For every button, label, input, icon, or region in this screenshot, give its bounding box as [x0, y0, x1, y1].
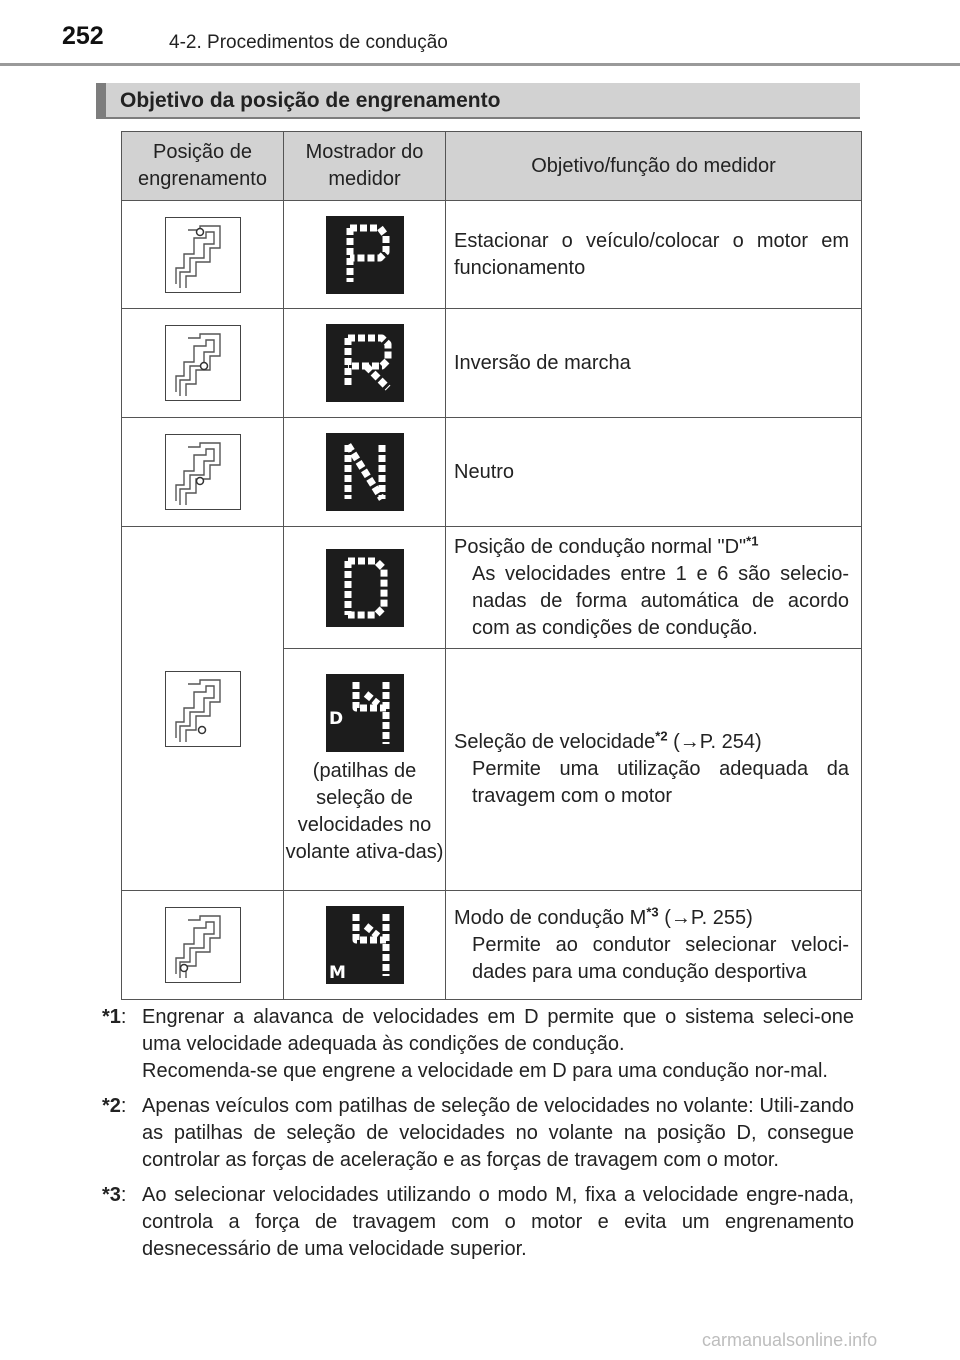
- header-function: Objetivo/função do medidor: [446, 132, 862, 201]
- display-cell: [284, 527, 446, 649]
- gear-cell: [122, 201, 284, 309]
- function-subtext: Permite ao condutor selecionar veloci-dades para uma condução desportiva: [472, 933, 849, 983]
- function-text: Posição de condução normal "D": [454, 535, 747, 558]
- header-display: Mostrador do medidor: [284, 132, 446, 201]
- table-header-row: [122, 132, 862, 201]
- shift-gate-icon-d: [165, 671, 241, 747]
- gear-cell: [122, 527, 284, 891]
- shift-gate-icon-p: [165, 217, 241, 293]
- svg-text:D: D: [328, 708, 343, 729]
- svg-text:M: M: [328, 963, 346, 983]
- function-text: Modo de condução M: [454, 906, 647, 929]
- table-row: [122, 418, 862, 527]
- footnotes: [102, 1004, 854, 1271]
- function-text: Neutro: [454, 460, 515, 483]
- footnote-ref: *1: [746, 532, 759, 548]
- meter-display-d-icon: [326, 549, 404, 627]
- gear-table: [121, 131, 862, 1000]
- page-reference: (→P. 254): [673, 731, 762, 753]
- section-title: 4-2. Procedimentos de condução: [169, 32, 448, 53]
- shift-gate-icon-r: [165, 325, 241, 401]
- function-subtext: As velocidades entre 1 e 6 são selecio-nadas de forma automática de acordo com as condições de condução.: [472, 562, 849, 639]
- display-caption: (patilhas de seleção de velocidades no volante ativa-das): [285, 759, 444, 863]
- page-reference: (→P. 255): [664, 906, 753, 929]
- table-row: [122, 527, 862, 649]
- footnote-ref: *3: [646, 903, 659, 919]
- display-cell: [284, 309, 446, 418]
- footnote-mark: *1: [102, 1006, 121, 1028]
- footnote-text: Engrenar a alavanca de velocidades em D permite que o sistema seleci-one uma velocidade adequada às condições de condução.: [142, 1006, 854, 1055]
- display-cell: [284, 891, 446, 1000]
- table-row: [122, 891, 862, 1000]
- meter-display-d4-icon: [326, 674, 404, 752]
- function-cell: [446, 891, 862, 1000]
- footnote-mark: *3: [102, 1184, 121, 1206]
- function-cell: [446, 309, 862, 418]
- footnote-1: *1: Engrenar a alavanca de velocidades em D permite que o sistema seleci-one uma velocidade adequada às condições de condução. Recomenda-se que engrene a velocidade em D para uma condução nor-mal.: [102, 1004, 854, 1085]
- meter-display-n-icon: [326, 433, 404, 511]
- function-cell: [446, 201, 862, 309]
- function-cell: [446, 649, 862, 891]
- function-cell: [446, 527, 862, 649]
- function-text: Estacionar o veículo/colocar o motor em funcionamento: [454, 229, 849, 279]
- function-text: Inversão de marcha: [454, 351, 631, 374]
- footnote-ref: *2: [655, 728, 668, 744]
- shift-gate-icon-n: [165, 434, 241, 510]
- function-text: Seleção de velocidade: [454, 731, 656, 753]
- display-cell: [284, 418, 446, 527]
- table-row: [122, 201, 862, 309]
- shift-gate-icon-m: [165, 907, 241, 983]
- meter-display-p-icon: [326, 216, 404, 294]
- function-cell: [446, 418, 862, 527]
- watermark: carmanualsonline.info: [702, 1330, 878, 1350]
- page-title: Objetivo da posição de engrenamento: [120, 89, 501, 112]
- gear-cell: [122, 418, 284, 527]
- meter-display-m4-icon: [326, 906, 404, 984]
- page-number: 252: [62, 22, 104, 50]
- footnote-text: Apenas veículos com patilhas de seleção de velocidades no volante: Utili-zando as patilhas de seleção de velocidades no volante na posição D, consegue controlar as forças de aceleração e as forças de travagem com o motor.: [142, 1095, 854, 1171]
- display-cell: [284, 649, 446, 891]
- function-subtext: Permite uma utilização adequada da travagem com o motor: [472, 758, 849, 807]
- display-cell: [284, 201, 446, 309]
- footnote-text: Ao selecionar velocidades utilizando o modo M, fixa a velocidade engre-nada, controla a força de travagem com o motor e evita um engrenamento desnecessário de uma velocidade superior.: [142, 1184, 854, 1260]
- header-rule: [0, 63, 960, 66]
- gear-cell: [122, 309, 284, 418]
- meter-display-r-icon: [326, 324, 404, 402]
- title-bar: [96, 83, 860, 119]
- footnote-text: Recomenda-se que engrene a velocidade em D para uma condução nor-mal.: [142, 1060, 828, 1082]
- footnote-2: *2: Apenas veículos com patilhas de seleção de velocidades no volante: Utili-zando as patilhas de seleção de velocidades no volante na posição D, consegue controlar as forças de aceleração e as forças de travagem com o motor.: [102, 1093, 854, 1174]
- footnote-3: *3: Ao selecionar velocidades utilizando o modo M, fixa a velocidade engre-nada, controla a força de travagem com o motor e evita um engrenamento desnecessário de uma velocidade superior.: [102, 1182, 854, 1263]
- gear-cell: [122, 891, 284, 1000]
- footnote-mark: *2: [102, 1095, 121, 1117]
- table-row: [122, 309, 862, 418]
- header-gear: Posição de engrenamento: [122, 132, 284, 201]
